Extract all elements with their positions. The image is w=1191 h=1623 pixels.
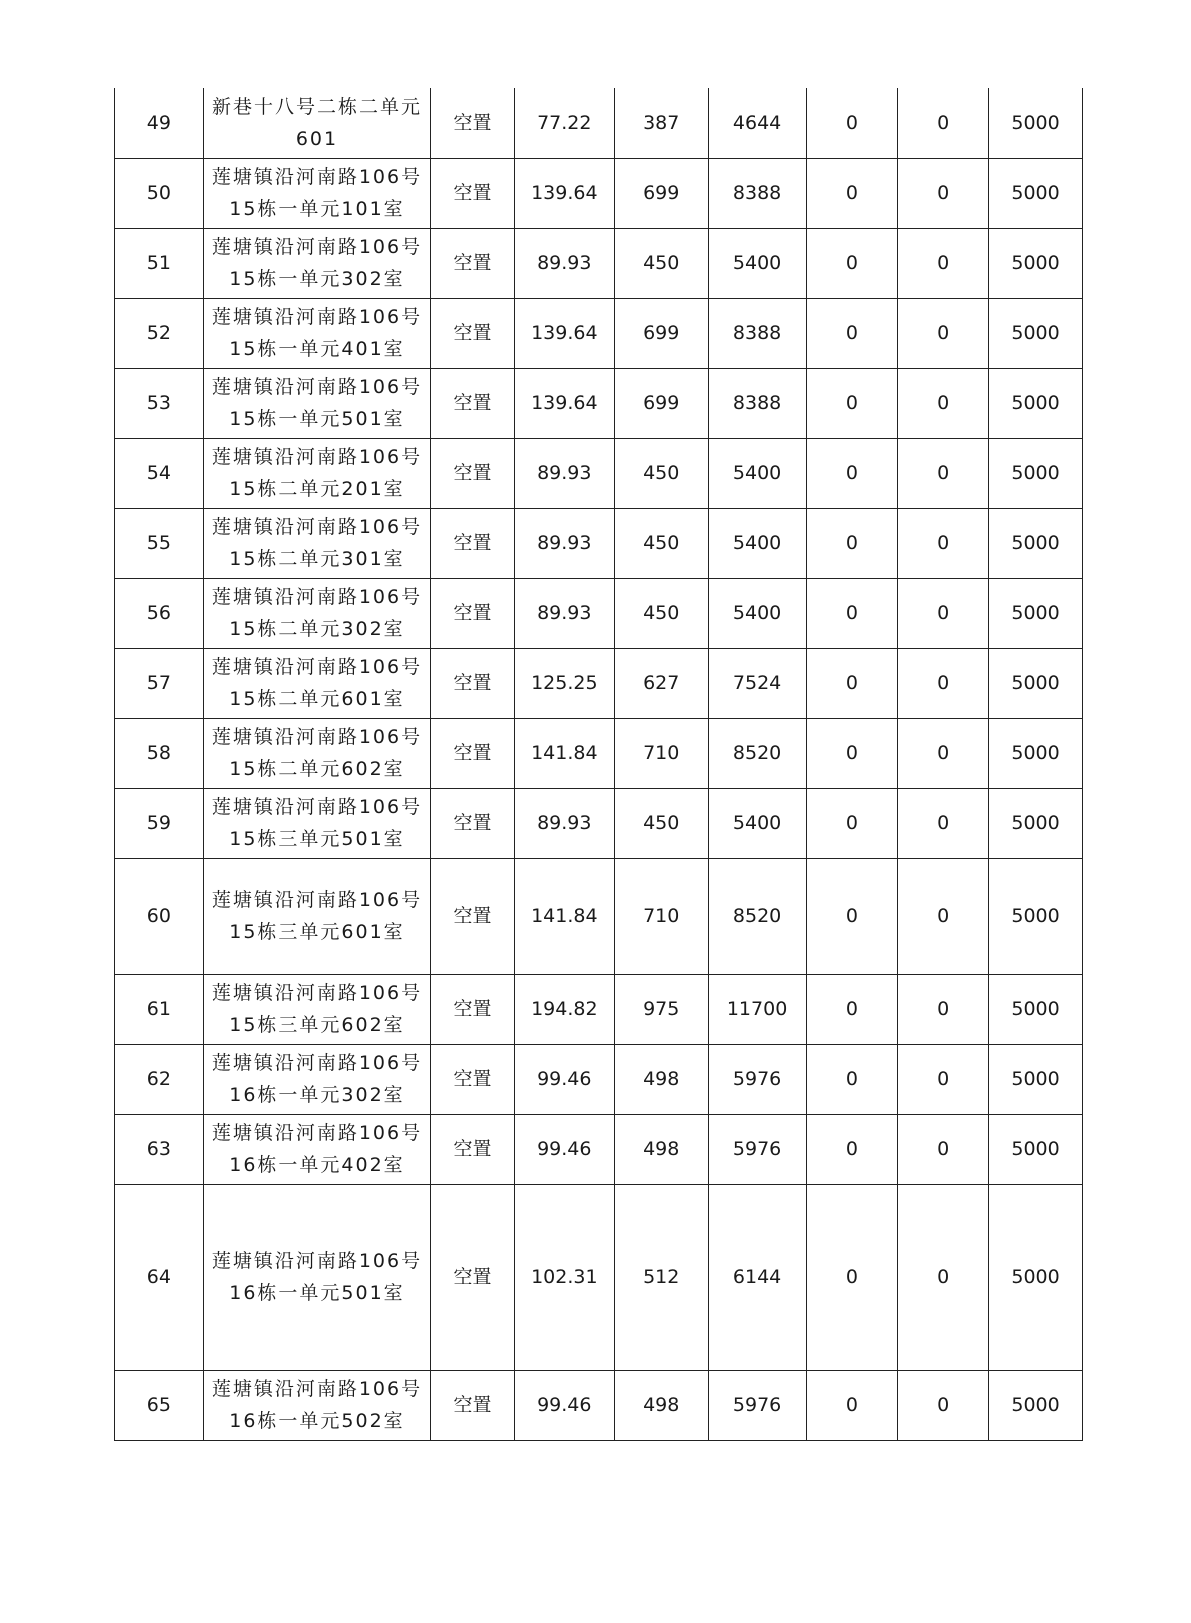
value-cell: 699 [614,158,708,228]
area-cell: 141.84 [514,718,614,788]
value-cell: 5000 [989,1044,1083,1114]
area-cell: 125.25 [514,648,614,718]
value-cell: 0 [898,974,989,1044]
table-row [115,158,1083,228]
row-number-cell: 60 [115,858,204,974]
address-cell [203,578,430,648]
address-cell [203,648,430,718]
address-cell [203,1044,430,1114]
address-line-1: 莲塘镇沿河南路106号 [211,1052,423,1074]
status-cell: 空置 [431,858,515,974]
table-row [115,648,1083,718]
status-cell: 空置 [431,1370,515,1440]
value-cell: 975 [614,974,708,1044]
value-cell: 0 [898,788,989,858]
area-cell: 89.93 [514,228,614,298]
housing-table [114,88,1083,1441]
value-cell: 0 [898,648,989,718]
row-number-cell: 52 [115,298,204,368]
value-cell: 5400 [708,578,806,648]
table-row [115,858,1083,974]
value-cell: 0 [898,298,989,368]
table-row [115,788,1083,858]
value-cell: 5000 [989,578,1083,648]
table-row [115,1044,1083,1114]
row-number-cell: 62 [115,1044,204,1114]
area-cell: 89.93 [514,578,614,648]
value-cell: 512 [614,1184,708,1370]
table-row [115,298,1083,368]
area-cell: 89.93 [514,508,614,578]
area-cell: 99.46 [514,1044,614,1114]
row-number-cell: 55 [115,508,204,578]
value-cell: 5976 [708,1370,806,1440]
value-cell: 8388 [708,158,806,228]
address-cell [203,228,430,298]
area-cell: 89.93 [514,438,614,508]
value-cell: 0 [898,88,989,158]
row-number-cell: 53 [115,368,204,438]
row-number-cell: 63 [115,1114,204,1184]
value-cell: 0 [898,508,989,578]
value-cell: 710 [614,718,708,788]
area-cell: 99.46 [514,1370,614,1440]
address-line-2: 15栋一单元302室 [229,268,405,290]
value-cell: 5000 [989,158,1083,228]
value-cell: 0 [806,298,898,368]
status-cell: 空置 [431,578,515,648]
address-line-1: 莲塘镇沿河南路106号 [211,889,423,911]
address-line-2: 15栋二单元601室 [229,688,405,710]
value-cell: 0 [806,228,898,298]
address-cell [203,508,430,578]
area-cell: 139.64 [514,368,614,438]
address-line-1: 莲塘镇沿河南路106号 [211,656,423,678]
area-cell: 139.64 [514,298,614,368]
value-cell: 5976 [708,1114,806,1184]
address-line-1: 莲塘镇沿河南路106号 [211,1122,423,1144]
row-number-cell: 58 [115,718,204,788]
address-cell [203,1184,430,1370]
value-cell: 498 [614,1370,708,1440]
value-cell: 699 [614,298,708,368]
address-line-2: 16栋一单元501室 [229,1282,405,1304]
value-cell: 0 [898,718,989,788]
table-row [115,1114,1083,1184]
area-cell: 99.46 [514,1114,614,1184]
address-cell [203,788,430,858]
value-cell: 450 [614,508,708,578]
status-cell: 空置 [431,648,515,718]
row-number-cell: 50 [115,158,204,228]
value-cell: 0 [806,1114,898,1184]
value-cell: 0 [898,1184,989,1370]
address-line-2: 15栋二单元602室 [229,758,405,780]
area-cell: 194.82 [514,974,614,1044]
table-row [115,578,1083,648]
address-line-1: 莲塘镇沿河南路106号 [211,1250,423,1272]
value-cell: 8520 [708,718,806,788]
table-row [115,368,1083,438]
address-cell [203,858,430,974]
value-cell: 0 [806,974,898,1044]
status-cell: 空置 [431,438,515,508]
address-line-2: 15栋二单元201室 [229,478,405,500]
address-line-1: 莲塘镇沿河南路106号 [211,236,423,258]
address-cell [203,158,430,228]
address-line-1: 莲塘镇沿河南路106号 [211,1378,423,1400]
value-cell: 5000 [989,648,1083,718]
address-line-1: 莲塘镇沿河南路106号 [211,446,423,468]
status-cell: 空置 [431,1184,515,1370]
address-line-1: 莲塘镇沿河南路106号 [211,586,423,608]
status-cell: 空置 [431,508,515,578]
address-line-2: 601 [295,127,339,150]
value-cell: 11700 [708,974,806,1044]
address-cell [203,1370,430,1440]
value-cell: 0 [806,578,898,648]
value-cell: 0 [898,438,989,508]
value-cell: 5000 [989,1184,1083,1370]
table-row [115,718,1083,788]
value-cell: 0 [806,508,898,578]
table-row [115,228,1083,298]
address-line-2: 16栋一单元302室 [229,1084,405,1106]
address-line-2: 15栋二单元302室 [229,618,405,640]
status-cell: 空置 [431,158,515,228]
value-cell: 450 [614,578,708,648]
status-cell: 空置 [431,228,515,298]
address-line-2: 15栋三单元602室 [229,1014,405,1036]
address-line-1: 莲塘镇沿河南路106号 [211,376,423,398]
value-cell: 5000 [989,788,1083,858]
address-line-2: 15栋二单元301室 [229,548,405,570]
address-cell [203,368,430,438]
table-row [115,88,1083,158]
address-cell [203,1114,430,1184]
value-cell: 0 [806,368,898,438]
value-cell: 0 [898,1370,989,1440]
address-line-1: 莲塘镇沿河南路106号 [211,796,423,818]
value-cell: 0 [806,788,898,858]
row-number-cell: 54 [115,438,204,508]
value-cell: 0 [898,158,989,228]
table-row [115,508,1083,578]
value-cell: 5000 [989,718,1083,788]
value-cell: 387 [614,88,708,158]
value-cell: 5000 [989,368,1083,438]
address-line-2: 16栋一单元402室 [229,1154,405,1176]
row-number-cell: 65 [115,1370,204,1440]
address-line-2: 16栋一单元502室 [229,1410,405,1432]
value-cell: 5400 [708,508,806,578]
value-cell: 5400 [708,228,806,298]
row-number-cell: 56 [115,578,204,648]
table-row [115,1184,1083,1370]
value-cell: 450 [614,438,708,508]
address-cell [203,298,430,368]
address-cell [203,88,430,158]
area-cell: 77.22 [514,88,614,158]
value-cell: 8388 [708,298,806,368]
value-cell: 710 [614,858,708,974]
value-cell: 5400 [708,788,806,858]
value-cell: 450 [614,228,708,298]
address-line-1: 莲塘镇沿河南路106号 [211,726,423,748]
row-number-cell: 59 [115,788,204,858]
status-cell: 空置 [431,368,515,438]
area-cell: 89.93 [514,788,614,858]
status-cell: 空置 [431,788,515,858]
value-cell: 0 [806,648,898,718]
address-line-1: 莲塘镇沿河南路106号 [211,516,423,538]
table-body [115,88,1083,1440]
address-line-1: 莲塘镇沿河南路106号 [211,306,423,328]
value-cell: 5000 [989,438,1083,508]
value-cell: 0 [806,438,898,508]
value-cell: 5000 [989,1114,1083,1184]
address-line-1: 莲塘镇沿河南路106号 [211,166,423,188]
value-cell: 0 [806,1184,898,1370]
value-cell: 5000 [989,974,1083,1044]
value-cell: 5976 [708,1044,806,1114]
row-number-cell: 57 [115,648,204,718]
value-cell: 4644 [708,88,806,158]
value-cell: 5000 [989,228,1083,298]
address-cell [203,438,430,508]
address-line-1: 新巷十八号二栋二单元 [211,95,422,118]
status-cell: 空置 [431,1114,515,1184]
area-cell: 102.31 [514,1184,614,1370]
value-cell: 8520 [708,858,806,974]
value-cell: 0 [806,158,898,228]
status-cell: 空置 [431,298,515,368]
value-cell: 5000 [989,858,1083,974]
value-cell: 627 [614,648,708,718]
value-cell: 5000 [989,1370,1083,1440]
value-cell: 0 [898,228,989,298]
address-cell [203,718,430,788]
row-number-cell: 64 [115,1184,204,1370]
row-number-cell: 51 [115,228,204,298]
row-number-cell: 49 [115,88,204,158]
value-cell: 450 [614,788,708,858]
table-row [115,1370,1083,1440]
value-cell: 498 [614,1114,708,1184]
value-cell: 498 [614,1044,708,1114]
address-line-2: 15栋一单元401室 [229,338,405,360]
value-cell: 5400 [708,438,806,508]
address-line-2: 15栋三单元601室 [229,921,405,943]
address-cell [203,974,430,1044]
row-number-cell: 61 [115,974,204,1044]
value-cell: 0 [898,1114,989,1184]
value-cell: 0 [898,368,989,438]
value-cell: 0 [806,1044,898,1114]
table-row [115,438,1083,508]
value-cell: 5000 [989,88,1083,158]
status-cell: 空置 [431,718,515,788]
value-cell: 0 [898,1044,989,1114]
value-cell: 0 [806,858,898,974]
value-cell: 0 [806,1370,898,1440]
area-cell: 139.64 [514,158,614,228]
address-line-1: 莲塘镇沿河南路106号 [211,982,423,1004]
address-line-2: 15栋三单元501室 [229,828,405,850]
value-cell: 8388 [708,368,806,438]
status-cell: 空置 [431,1044,515,1114]
status-cell: 空置 [431,974,515,1044]
value-cell: 0 [898,578,989,648]
value-cell: 699 [614,368,708,438]
area-cell: 141.84 [514,858,614,974]
value-cell: 5000 [989,508,1083,578]
value-cell: 0 [806,718,898,788]
status-cell: 空置 [431,88,515,158]
value-cell: 5000 [989,298,1083,368]
value-cell: 0 [898,858,989,974]
table-row [115,974,1083,1044]
value-cell: 7524 [708,648,806,718]
address-line-2: 15栋一单元501室 [229,408,405,430]
value-cell: 0 [806,88,898,158]
value-cell: 6144 [708,1184,806,1370]
address-line-2: 15栋一单元101室 [229,198,405,220]
